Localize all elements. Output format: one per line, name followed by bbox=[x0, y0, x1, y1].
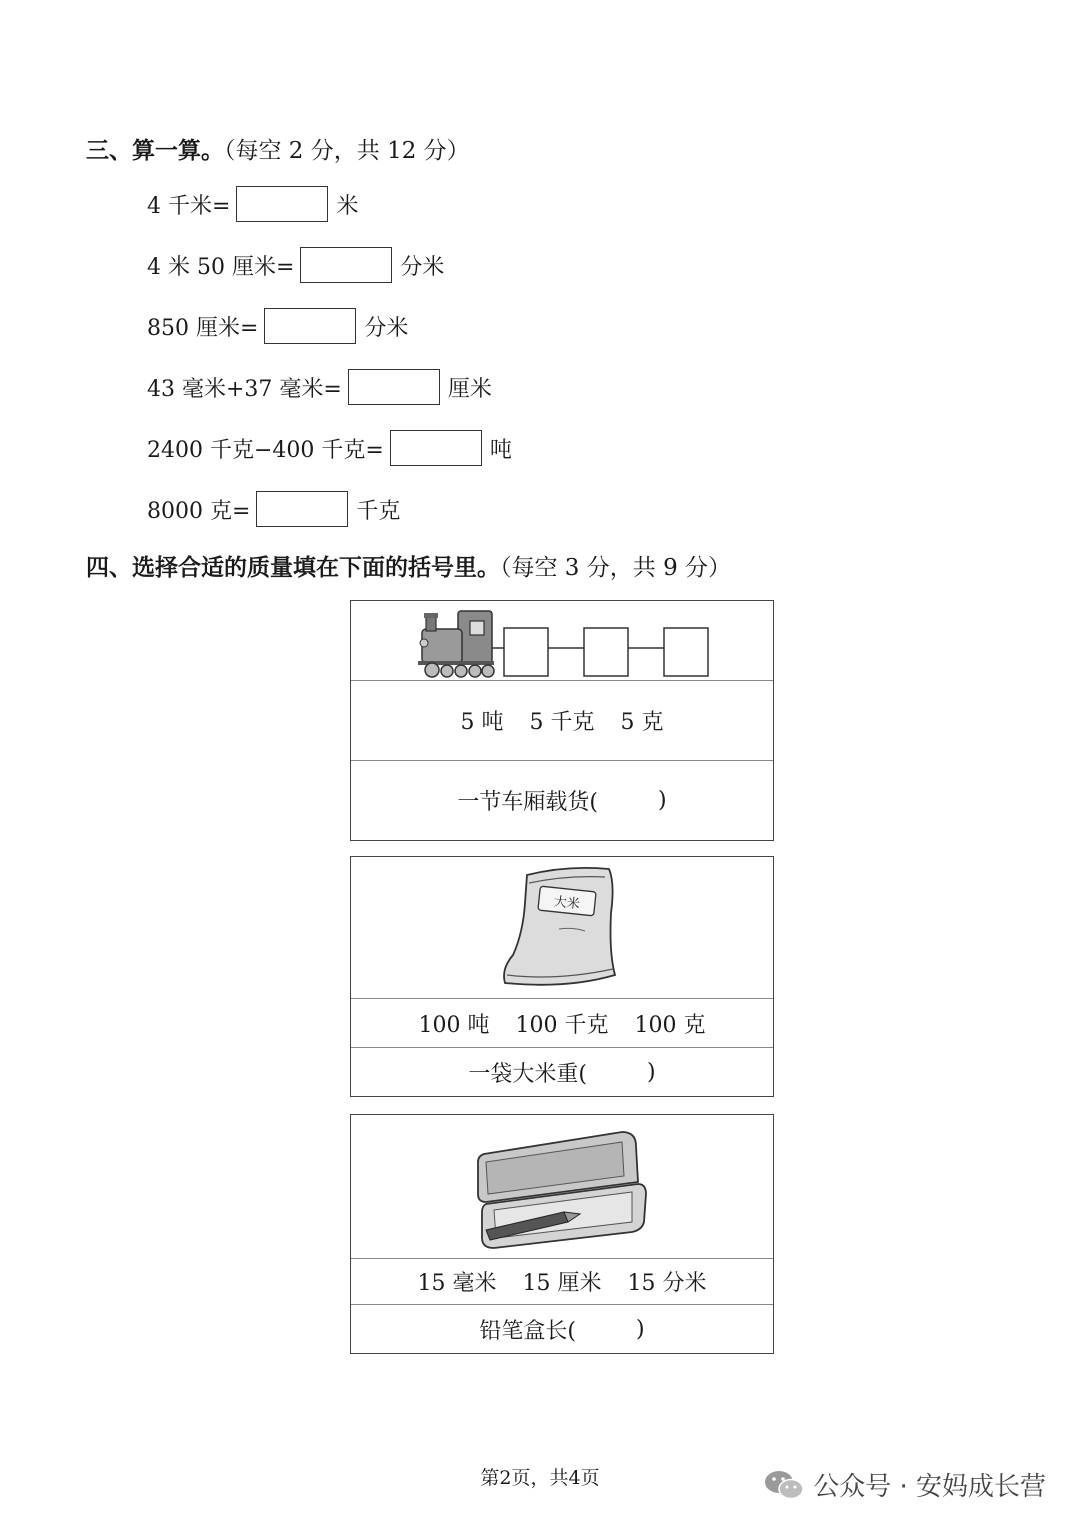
page-footer: 第2页，共4页 bbox=[480, 1467, 600, 1489]
card-picture-row bbox=[351, 1115, 773, 1259]
choice-card-rice bbox=[350, 856, 774, 1097]
calc-expression: 2400 千克−400 千克= bbox=[147, 437, 384, 463]
question-text: 铅笔盒长( bbox=[479, 1318, 576, 1344]
section-4-heading bbox=[86, 549, 731, 582]
card-options-row bbox=[351, 1259, 773, 1305]
watermark bbox=[763, 1466, 1046, 1503]
section-3-note: （每空 2 分，共 12 分） bbox=[224, 138, 470, 164]
answer-box[interactable] bbox=[264, 308, 356, 344]
calc-expression: 4 米 50 厘米= bbox=[147, 254, 295, 280]
watermark-text: 公众号 · 安妈成长营 bbox=[813, 1472, 1046, 1502]
calc-expression: 850 厘米= bbox=[147, 315, 259, 341]
calc-line-6 bbox=[147, 490, 400, 528]
option: 5 吨 bbox=[460, 710, 504, 735]
section-4-note: （每空 3 分，共 9 分） bbox=[500, 555, 732, 581]
option: 15 分米 bbox=[627, 1271, 707, 1296]
section-4-title: 四、选择合适的质量填在下面的括号里。 bbox=[86, 555, 500, 581]
card-options-row bbox=[351, 681, 773, 761]
card-picture-row bbox=[351, 601, 773, 681]
calc-expression: 4 千米= bbox=[147, 193, 231, 219]
calc-line-5 bbox=[147, 429, 512, 467]
calc-unit: 米 bbox=[336, 193, 359, 219]
answer-box[interactable] bbox=[348, 369, 440, 405]
calc-expression: 43 毫米+37 毫米= bbox=[147, 376, 342, 402]
card-picture-row bbox=[351, 857, 773, 999]
close-paren: ) bbox=[658, 788, 667, 813]
calc-line-4 bbox=[147, 368, 492, 406]
answer-box[interactable] bbox=[300, 247, 392, 283]
bag-label: 大米 bbox=[553, 894, 581, 912]
option: 100 克 bbox=[634, 1012, 706, 1038]
calc-unit: 千克 bbox=[356, 498, 401, 524]
choice-card-train bbox=[350, 600, 774, 841]
calc-unit: 吨 bbox=[489, 437, 512, 463]
calc-line-3 bbox=[147, 307, 408, 345]
card-options-row bbox=[351, 999, 773, 1048]
card-question-row bbox=[351, 1305, 773, 1353]
option: 100 千克 bbox=[515, 1012, 609, 1038]
close-paren: ) bbox=[647, 1059, 656, 1085]
option: 100 吨 bbox=[418, 1012, 490, 1038]
option: 15 毫米 bbox=[417, 1271, 497, 1296]
calc-expression: 8000 克= bbox=[147, 498, 251, 524]
calc-line-2 bbox=[147, 246, 444, 284]
calc-unit: 分米 bbox=[400, 254, 445, 280]
section-3-title: 三、算一算。 bbox=[86, 138, 224, 164]
calc-unit: 厘米 bbox=[447, 376, 492, 402]
question-text: 一袋大米重( bbox=[468, 1061, 587, 1087]
question-text: 一节车厢载货( bbox=[457, 790, 598, 815]
answer-box[interactable] bbox=[236, 186, 328, 222]
answer-box[interactable] bbox=[390, 430, 482, 466]
pencil-box-icon bbox=[472, 1122, 652, 1252]
calc-line-1 bbox=[147, 185, 358, 223]
card-question-row bbox=[351, 1048, 773, 1096]
option: 5 千克 bbox=[529, 710, 595, 735]
option: 5 克 bbox=[620, 710, 664, 735]
choice-card-pencil-box bbox=[350, 1114, 774, 1354]
card-question-row bbox=[351, 761, 773, 840]
section-3-heading bbox=[86, 132, 470, 165]
wechat-icon bbox=[763, 1468, 805, 1502]
calc-unit: 分米 bbox=[364, 315, 409, 341]
answer-box[interactable] bbox=[256, 491, 348, 527]
option: 15 厘米 bbox=[522, 1271, 602, 1296]
train-icon bbox=[412, 603, 712, 679]
rice-bag-icon bbox=[497, 863, 627, 993]
close-paren: ) bbox=[636, 1316, 645, 1342]
